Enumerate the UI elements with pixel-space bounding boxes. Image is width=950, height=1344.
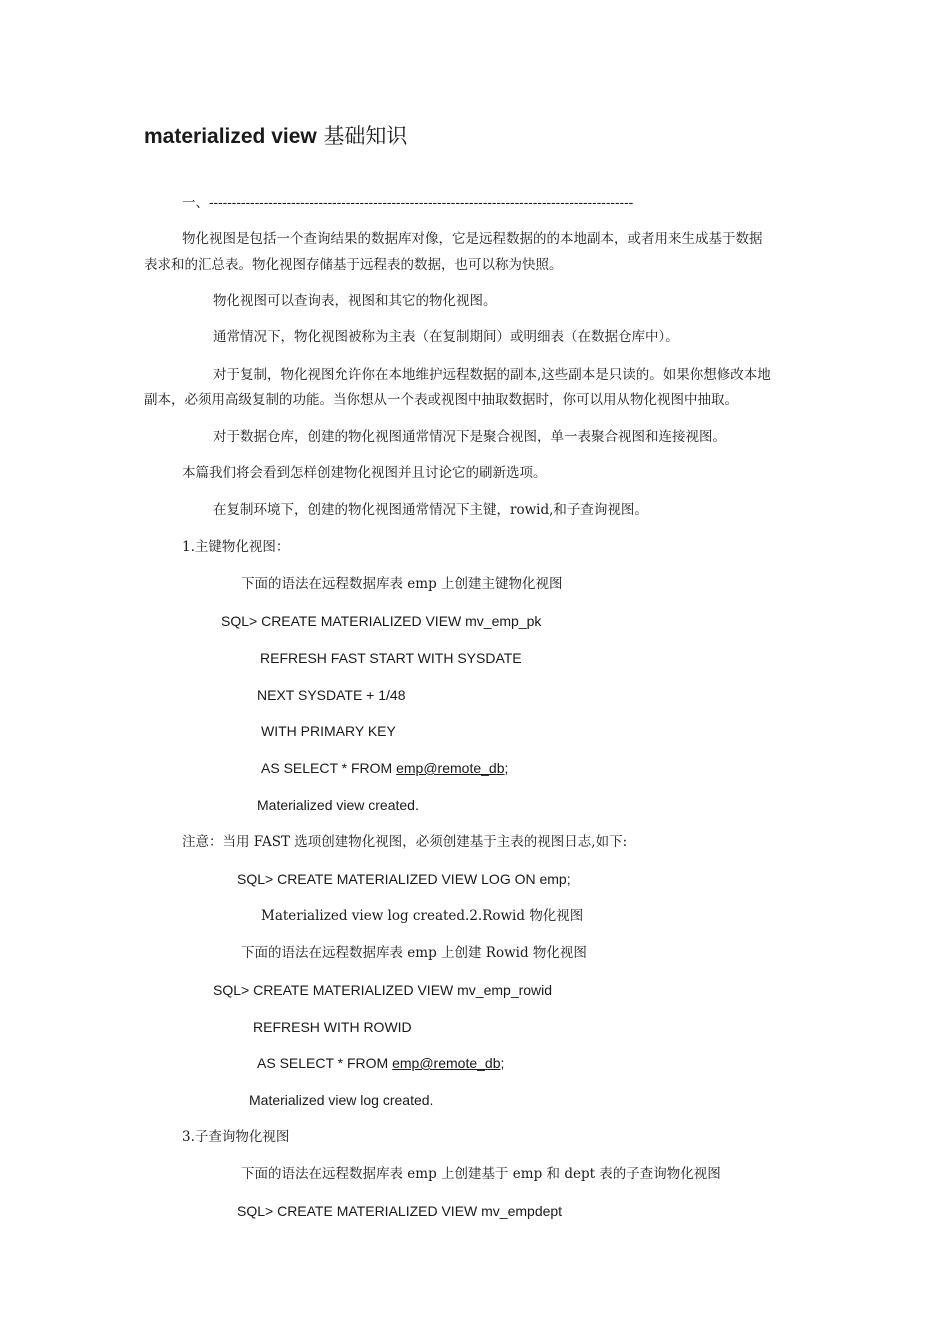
line-text: 物化视图是包括一个查询结果的数据库对像，它是远程数据的的本地副本，或者用来生成基于数据 (182, 231, 763, 247)
line-text: REFRESH WITH ROWID (253, 1019, 412, 1035)
text-line (144, 256, 563, 274)
line-text: SQL> CREATE MATERIALIZED VIEW mv_emp_rowid (213, 982, 553, 998)
text-line (182, 230, 763, 248)
line-text: Materialized view log created. (249, 1092, 434, 1108)
line-text: AS SELECT * FROM (261, 760, 393, 776)
line-text: NEXT SYSDATE + 1/48 (257, 687, 406, 703)
title-cjk: 基础知识 (323, 124, 408, 148)
line-text: 对于复制，物化视图允许你在本地维护远程数据的副本,这些副本是只读的。如果你想修改本地 (213, 367, 771, 383)
code-line (261, 722, 396, 740)
title-latin: materialized view (144, 125, 317, 148)
code-line (237, 870, 571, 888)
line-text: AS SELECT * FROM (257, 1055, 389, 1071)
line-text: WITH PRIMARY KEY (261, 723, 396, 739)
code-line (213, 981, 552, 999)
text-line (213, 292, 497, 310)
text-line (213, 328, 679, 346)
line-text: 对于数据仓库，创建的物化视图通常情况下是聚合视图，单一表聚合视图和连接视图。 (213, 429, 726, 445)
text-line (144, 391, 738, 409)
code-line (257, 1054, 504, 1072)
text-line (241, 575, 563, 593)
line-text: SQL> CREATE MATERIALIZED VIEW mv_empdept (237, 1203, 563, 1219)
text-line (241, 944, 587, 962)
document-title (144, 122, 407, 151)
code-line (221, 612, 541, 630)
line-text: 副本，必须用高级复制的功能。当你想从一个表或视图中抽取数据时，你可以用从物化视图中抽取。 (144, 392, 738, 408)
text-line (182, 194, 633, 212)
text-line (182, 833, 627, 851)
text-line (241, 1165, 721, 1183)
text-line (182, 1128, 289, 1146)
line-text: SQL> CREATE MATERIALIZED VIEW mv_emp_pk (221, 613, 542, 629)
line-text: 注意：当用 FAST 选项创建物化视图，必须创建基于主表的视图日志,如下: (182, 834, 628, 850)
code-line (257, 796, 419, 814)
line-suffix: ; (500, 1055, 505, 1071)
line-text: 表求和的汇总表。物化视图存储基于远程表的数据，也可以称为快照。 (144, 257, 563, 273)
line-suffix: ; (504, 760, 509, 776)
code-line (237, 1202, 562, 1220)
code-line (257, 686, 406, 704)
code-line (261, 759, 508, 777)
line-text: 3.子查询物化视图 (182, 1129, 290, 1145)
text-line (182, 538, 289, 556)
code-line (260, 649, 522, 667)
line-text: Materialized view created. (257, 797, 419, 813)
line-text: 1.主键物化视图： (182, 539, 290, 555)
line-text: Materialized view log created.2.Rowid 物化视图 (261, 908, 584, 924)
line-text: 下面的语法在远程数据库表 emp 上创建基于 emp 和 dept 表的子查询物化视图 (241, 1166, 721, 1182)
code-line (249, 1091, 433, 1109)
code-line (253, 1018, 412, 1036)
hyperlink[interactable]: emp@remote_db (392, 1055, 501, 1071)
line-text: 在复制环境下，创建的物化视图通常情况下主键，rowid,和子查询视图。 (213, 502, 648, 518)
text-line (261, 907, 583, 925)
line-text: 本篇我们将会看到怎样创建物化视图并且讨论它的刷新选项。 (182, 465, 547, 481)
line-text: 物化视图可以查询表，视图和其它的物化视图。 (213, 293, 497, 309)
text-line (213, 428, 726, 446)
line-text: 一、--------------------------------------------------------------------------------------------- (182, 195, 634, 211)
hyperlink[interactable]: emp@remote_db (396, 760, 505, 776)
line-text: 下面的语法在远程数据库表 emp 上创建主键物化视图 (241, 576, 563, 592)
text-line (213, 501, 648, 519)
line-text: REFRESH FAST START WITH SYSDATE (260, 650, 522, 666)
text-line (182, 464, 547, 482)
line-text: 通常情况下，物化视图被称为主表（在复制期间）或明细表（在数据仓库中）。 (213, 329, 679, 345)
line-text: 下面的语法在远程数据库表 emp 上创建 Rowid 物化视图 (241, 945, 587, 961)
text-line (213, 366, 771, 384)
line-text: SQL> CREATE MATERIALIZED VIEW LOG ON emp; (237, 871, 571, 887)
